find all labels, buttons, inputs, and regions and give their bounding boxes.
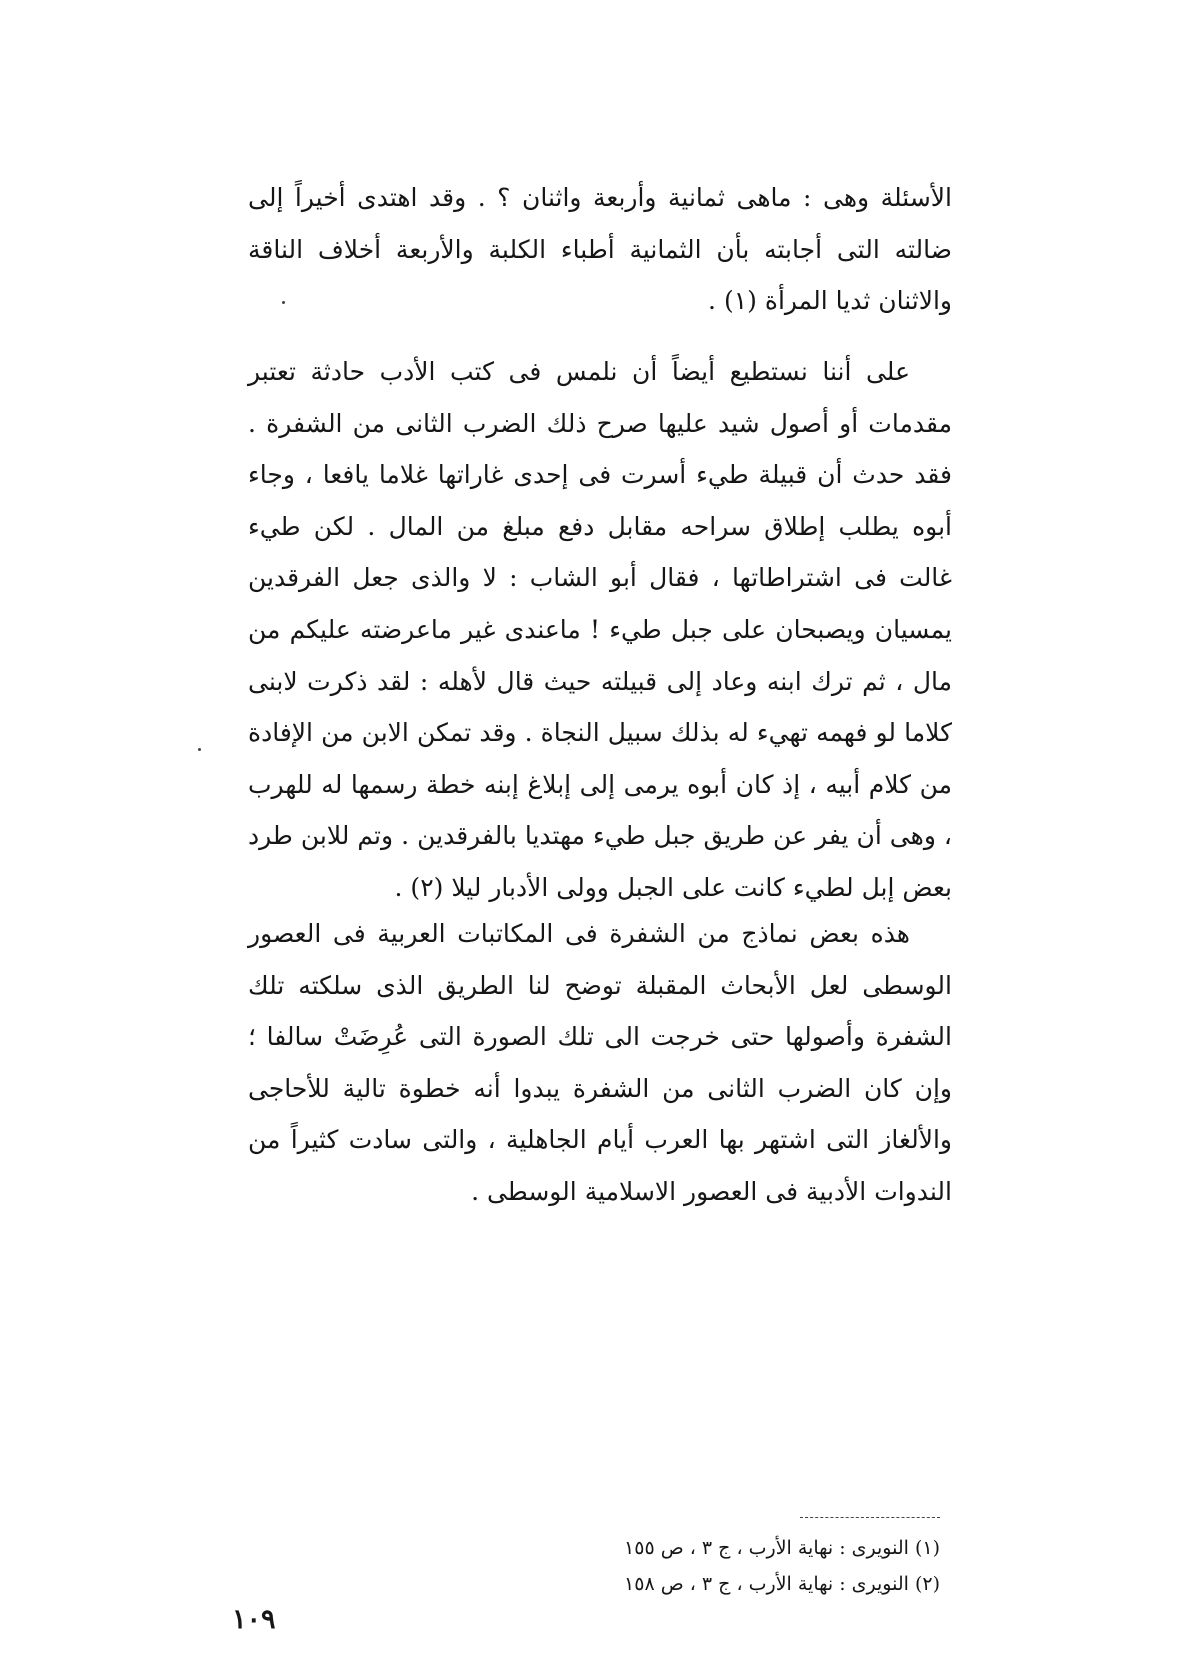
- page-number: ١٠٩: [232, 1604, 276, 1635]
- footnotes: [480, 1530, 940, 1602]
- scan-speck: [282, 301, 285, 304]
- footnote-2: (٢) النويرى : نهاية الأرب ، ج ٣ ، ص ١٥٨: [624, 1573, 940, 1595]
- paragraph-continuation: الأسئلة وهى : ماهى ثمانية وأربعة واثنان ؟ . وقد اهتدى أخيراً إلى ضالته التى أجابته بأن الثمانية أطباء الكلبة والأربعة أخلاف الناقة والاثنان ثديا المرأة (١) .: [248, 183, 952, 316]
- paragraph-tayy-story: على أننا نستطيع أيضاً أن نلمس فى كتب الأدب حادثة تعتبر مقدمات أو أصول شيد عليها صرح ذلك الضرب الثانى من الشفرة . فقد حدث أن قبيلة طيء أسرت فى إحدى غاراتها غلاما يافعا ، وجاء أبوه يطلب إطلاق سراحه مقابل دفع مبلغ من المال . لكن طيء غالت فى اشتراطاتها ، فقال أبو الشاب : لا والذى جعل الفرقدين يمسيان ويصبحان على جبل طيء ! ماعندى غير ماعرضته عليكم من مال ، ثم ترك ابنه وعاد إلى قبيلته حيث قال لأهله : لقد ذكرت لابنى كلاما لو فهمه تهيء له بذلك سبيل النجاة . وقد تمكن الابن من الإفادة من كلام أبيه ، إذ كان أبوه يرمى إلى إبلاغ إبنه خطة رسمها له للهرب ، وهى أن يفر عن طريق جبل طيء مهتديا بالفرقدين . وتم للابن طرد بعض إبل لطيء كانت على الجبل وولى الأدبار ليلا (٢) .: [248, 357, 952, 902]
- paragraph-conclusion: هذه بعض نماذج من الشفرة فى المكاتبات العربية فى العصور الوسطى لعل الأبحاث المقبلة توضح لنا الطريق الذى سلكته تلك الشفرة وأصولها حتى خرجت الى تلك الصورة التى عُرِضَتْ سالفا ؛ وإن كان الضرب الثانى من الشفرة يبدوا أنه خطوة تالية للأحاجى والألغاز التى اشتهر بها العرب أيام الجاهلية ، والتى سادت كثيراً من الندوات الأدبية فى العصور الاسلامية الوسطى .: [248, 919, 952, 1206]
- footnote-divider: [800, 1517, 940, 1518]
- footnote-1: (١) النويرى : نهاية الأرب ، ج ٣ ، ص ١٥٥: [624, 1537, 940, 1559]
- scan-speck: [198, 748, 201, 751]
